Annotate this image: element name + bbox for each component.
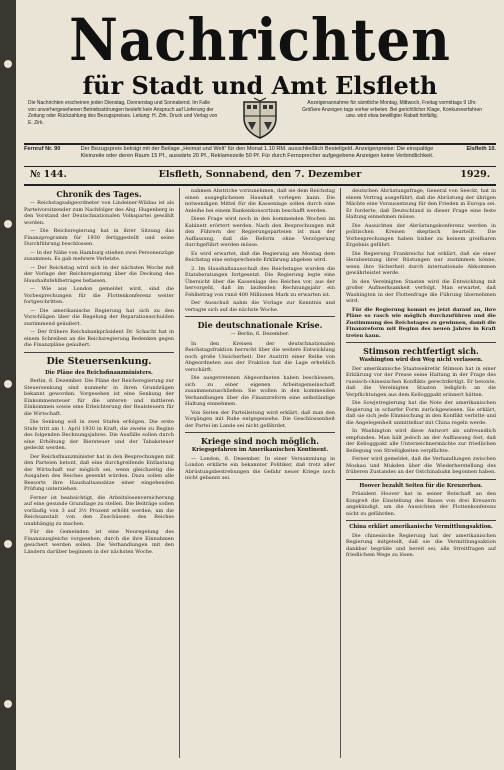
article-paragraph: Die Regierung Frankreichs hat erklärt, daß sie einer Herabsetzung ihrer Rüstungen nur zustimmen könne, wenn ihre Sicherheit durch internationale Abkommen gewährleistet werde. [346,250,496,276]
article-paragraph: — London, 6. Dezember. In einer Versammlung in London erklärte ein bekannter Politiker, daß trotz aller Abrüstungsbestrebungen die Gefahr neuer Kriege noch nicht gebannt sei. [185,455,335,481]
steuer-headline: Die Steuersenkung. [46,355,152,367]
newspaper-page [16,0,504,770]
article-paragraph: Berlin, 6. Dezember. Die Pläne der Reichsregierung zur Steuersenkung sind nunmehr in ihren Grundzügen bekannt geworden. Vorgesehen ist eine Senkung der Einkommensteuer für die unteren und mittleren Einkommen sowie eine Erleichterung der Realsteuern für die Wirtschaft. [24,378,174,417]
chronik-item: — Die amerikanische Regierung hat sich zu den Vorschlägen über die Regelung der Reparationsschulden zustimmend geäußert. [24,307,174,327]
stimson-subheadline: Washington wird den Weg nicht verlassen. [359,357,483,363]
article-paragraph: Die chinesische Regierung hat der amerikanischen Regierung mitgeteilt, daß sie die Vermittlungsaktion dankbar begrüße und bereit sei, alle Streitfragen auf friedlichem Wege zu lösen. [346,532,496,558]
dnvp-dateline: — Berlin, 6. Dezember. [230,331,290,337]
divider [24,352,174,353]
krieg-subheadline: Kriegsgefahren im Amerikanischen Kontinent. [191,447,329,453]
stimson-headline: Stimson rechtfertigt sich. [363,346,479,356]
article-paragraph: Der Reichsfinanzminister hat in den Besprechungen mit den Parteien betont, daß eine durchgreifende Entlastung der Wirtschaft nur möglich sei, wenn gleichzeitig die Ausgaben des Reiches gesenkt würden. Dazu sollen alle Ressorts ihre Haushaltsansätze einer eingehenden Prüfung unterziehen. [24,453,174,492]
article-paragraph: In den Vereinigten Staaten wird die Entwicklung mit großer Aufmerksamkeit verfolgt. Man erwartet, daß Washington in der Flottenfrage die Führung übernehmen wird. [346,278,496,304]
article-paragraph: Die Sowjetregierung hat die Note der amerikanischen Regierung in scharfer Form zurückgewiesen. Sie erklärt, daß sie sich jede Einmischung in den Konflikt verbitte und die Angelegenheit unmittelbar mit China regeln werde. [346,400,496,426]
article-paragraph: 2. Im Haushaltsausschuß des Reichstages wurden die Etatsberatungen fortgesetzt. Die Regierung legte eine Übersicht über die Kassenlage des Reiches vor, aus der hervorgeht, daß im laufenden Rechnungsjahr ein Fehlbetrag von rund 400 Millionen Mark zu erwarten ist. [185,265,335,298]
coat-of-arms-icon [238,96,282,140]
article-paragraph: Es wird erwartet, daß die Regierung am Montag dem Reichstag eine entsprechende Erklärung abgeben wird. [185,250,335,263]
chronik-item: — Der frühere Reichsbankpräsident Dr. Schacht hat in einem Schreiben an die Reichsregierung Bedenken gegen die Finanzpläne geäußert. [24,329,174,348]
issue-number: № 144. [30,169,67,180]
divider [24,143,496,145]
binding-hole [4,60,12,68]
divider [185,432,335,433]
binding-strip [0,0,16,770]
article-paragraph: Die Senkung soll in zwei Stufen erfolgen. Die erste Stufe tritt am 1. April 1930 in Kraft, die zweite zu Beginn des folgenden Rechnungsjahres. Die Ausfälle sollen durch eine Erhöhung der Biersteuer und der Tabaksteuer gedeckt werden. [24,419,174,451]
article-paragraph: Ferner wird gemeldet, daß die Verhandlungen zwischen Moskau und Mukden über die Wiederherstellung des früheren Zustandes an der Ostchinabahn begonnen haben. [346,456,496,475]
article-paragraph: Ferner ist beabsichtigt, die Arbeitslosenversicherung auf eine gesunde Grundlage zu stellen. Die Beiträge sollen vorläufig von 3 auf 3½ Prozent erhöht werden, um die Reichsanstalt von den Zuschüssen des Reiches unabhängig zu machen. [24,494,174,527]
phone-number: Fernruf Nr. 90 [24,146,61,152]
china-headline: China erklärt amerikanische Vermittlungsaktion. [349,524,493,530]
article-columns [24,188,496,760]
article-paragraph: In Washington wird diese Antwort als unfreundlich empfunden. Man hält jedoch an der Auffassung fest, daß der Kelloggpakt alle Unterzeichnermächte zur friedlichen Beilegung von Streitigkeiten verpflichte. [346,428,496,454]
chronik-item: — Reichstagsabgeordneter von Lindeiner-Wildau ist als Parteivorsitzender zum Nachfolger des Abg. Hugenberg in den Vorstand der Deutschnationalen Volkspartei gewählt worden. [24,200,174,226]
issue-year: 1929. [460,169,490,180]
article-paragraph: Präsident Hoover hat in seiner Botschaft an den Kongreß die Einstellung des Baues von drei Kreuzern angekündigt, um die Aussichten der Flottenkonferenz nicht zu gefährden. [346,491,496,517]
article-paragraph: nahmen Abstriche vorzunehmen, daß sie dem Reichstag einen ausgeglichenen Haushalt vorlegen kann. Die notwendigen Mittel für die Kassenlage sollen durch eine Anleihe bei einem Bankenkonsortium beschafft werden. [185,188,335,214]
krieg-headline: Kriege sind noch möglich. [200,436,320,446]
article-paragraph: Die ausgetretenen Abgeordneten haben beschlossen, sich zu einer eigenen Arbeitsgemeinschaft zusammenzuschließen. Sie wollen in den kommenden Verhandlungen über die Finanzreform eine selbständige Haltung einnehmen. [185,375,335,407]
divider [346,520,496,521]
binding-hole [4,220,12,228]
column-divider [179,188,180,758]
article-paragraph: Für die Gemeinden ist eine Neuregelung des Finanzausgleichs vorgesehen, durch die ihre Einnahmen gesichert werden sollen. Die Verhandlungen mit den Ländern darüber beginnen in der nächsten Woche. [24,529,174,555]
article-paragraph: Der Ausschuß nahm die Vorlage zur Kenntnis und vertagte sich auf die nächste Woche. [185,300,335,313]
advertising-info: Anzeigenannahme für sämtliche Montag, Mittwoch, Freitag vormittags 9 Uhr. Größere Anzeigen tags vorher erbeten. Bei gerichtlicher Klage, Konkursverfahren usw. wird etwa bewilligter Rabatt hinfällig. [301,100,483,120]
column-2 [185,188,335,758]
column-1 [24,188,174,758]
bold-paragraph: Für die Regierung kommt es jetzt darauf an, ihre Pläne so rasch wie möglich durchzuführen und die Zustimmung des Reichstages zu gewinnen, damit die Finanzreform mit Beginn des neuen Jahres in Kraft treten kann. [346,306,496,339]
chronik-headline: Chronik des Tages. [56,189,142,199]
article-paragraph: Die Aussichten der Abrüstungskonferenz werden in politischen Kreisen skeptisch beurteilt. Die Vorbesprechungen haben bisher zu keinem greifbaren Ergebnis geführt. [346,222,496,248]
binding-hole [4,540,12,548]
binding-hole [4,380,12,388]
chronik-item: — Die Reichsregierung hat in ihrer Sitzung das Finanzprogramm für 1930 fertiggestellt und seine Durchführung beschlossen. [24,228,174,247]
chronik-item: — Der Reichstag wird sich in der nächsten Woche mit der Vorlage der Reichsregierung über die Deckung des Haushaltsfehlbetrages befassen. [24,264,174,284]
publication-info: Die Nachrichten erscheinen jeden Dienstag, Donnerstag und Sonnabend. Im Falle von unvorhergesehenen Betriebsstörungen besteht kein Anspruch auf Lieferung der Zeitung oder Rückzahlung des Bezugspreises. Leitung: H. Zirk. Druck und Verlag von E. Zirk. [28,100,218,126]
divider [185,316,335,317]
newspaper-subtitle: für Stadt und Amt Elsfleth [82,71,438,100]
divider [24,184,496,186]
divider [346,479,496,480]
chronik-item: — Wie aus London gemeldet wird, sind die Vorbesprechungen für die Flottenkonferenz weiter fortgeschritten. [24,286,174,305]
dnvp-headline: Die deutschnationale Krise. [197,320,323,330]
article-paragraph: Der amerikanische Staatssekretär Stimson hat in einer Erklärung vor der Presse seine Haltung in der Frage des russisch-chinesischen Konflikts gerechtfertigt. Er betonte, daß die Vereinigten Staaten lediglich an die Verpflichtungen aus dem Kelloggpakt erinnert hätten. [346,365,496,398]
article-paragraph: deutschen Abrüstungsfrage, General von Seeckt, hat in einem Vortrag ausgeführt, daß die Abrüstung der übrigen Mächte eine Voraussetzung für den Frieden in Europa sei. Er forderte, daß Deutschland in dieser Frage eine feste Haltung einnehmen müsse. [346,188,496,220]
newspaper-title: Nachrichten [69,6,451,74]
dateline [24,167,496,183]
article-paragraph: Von Seiten der Parteileitung wird erklärt, daß man den Vorgängen mit Ruhe entgegensehe. Die Geschlossenheit der Partei im Lande sei nicht gefährdet. [185,409,335,429]
hoover-headline: Hoover bezahlt Seiten für die Kreuzerbau. [359,482,483,489]
column-3 [346,188,496,758]
column-divider [340,188,341,758]
divider [346,342,496,343]
subscription-bar [24,146,496,166]
article-paragraph: In den Kreisen der deutschnationalen Reichstagsfraktion herrscht über die weitere Entwicklung noch große Unsicherheit. Der Austritt einer Reihe von Abgeordneten aus der Fraktion hat die Lage erheblich verschärft. [185,340,335,373]
issue-date: Elsfleth, Sonnabend, den 7. Dezember [158,169,362,180]
article-paragraph: Diese Frage wird noch in den kommenden Wochen im Kabinett erörtert werden. Nach den Besprechungen mit den Führern der Regierungsparteien ist man der Auffassung, daß die Reform ohne Verzögerung durchgeführt werden müsse. [185,216,335,248]
steuer-subheadline: Die Pläne des Reichsfinanzministers. [45,369,153,376]
chronik-item: — In der Nähe von Hamburg stießen zwei Personenzüge zusammen. Es gab mehrere Verletzte. [24,249,174,262]
binding-hole [4,700,12,708]
office-location: Elsfleth 10. [466,146,496,152]
subscription-prices: Der Bezugspreis beträgt mit der Beilage „Heimat und Welt“ für den Monat 1.10 RM. ausschließlich Bestellgeld. Anzeigenpreise: Die einspaltige Kleinzeile oder deren Raum 15 Pf., auswärts 20 Pf., Reklamezeile 50 Pf. Für durch Fernsprecher aufgegebene Anzeigen keine Verbindlichkeit. [80,146,434,159]
